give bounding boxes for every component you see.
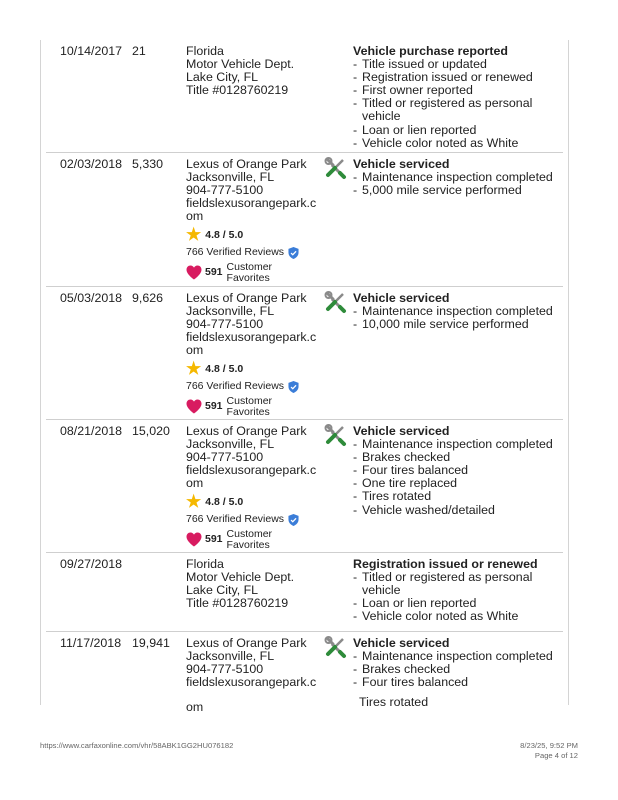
- row-date: 10/14/2017: [60, 44, 123, 58]
- source-line: Title #0128760219: [186, 83, 289, 98]
- row-details: [353, 558, 558, 623]
- row-details: [353, 637, 558, 709]
- source-line: 904-777-5100: [186, 450, 264, 465]
- reviews-text: 766 Verified Reviews: [186, 513, 285, 526]
- event-detail: - Vehicle color noted as White: [353, 137, 558, 150]
- history-row: [46, 420, 563, 553]
- footer-page-number: Page 4 of 12: [534, 750, 578, 760]
- event-detail: - Registration issued or renewed: [353, 71, 558, 84]
- source-line: fieldslexusorangepark.c: [186, 196, 317, 211]
- row-source: [186, 291, 317, 418]
- history-row: [46, 287, 563, 420]
- source-line: fieldslexusorangepark.c: [186, 463, 317, 478]
- verified-reviews[interactable]: [186, 380, 314, 393]
- source-line: Motor Vehicle Dept.: [186, 57, 295, 72]
- event-detail: - Loan or lien reported: [353, 124, 558, 137]
- source-line: fieldslexusorangepark.c: [186, 675, 317, 690]
- dealer-rating[interactable]: [186, 225, 314, 245]
- event-detail: - 10,000 mile service performed: [353, 318, 558, 331]
- source-line: Jacksonville, FL: [186, 304, 275, 319]
- source-line: om: [186, 343, 204, 358]
- event-title: Vehicle serviced: [353, 157, 450, 171]
- source-line: Lake City, FL: [186, 583, 259, 598]
- event-title: Vehicle serviced: [353, 424, 450, 438]
- source-line: Jacksonville, FL: [186, 170, 275, 185]
- event-detail: - Loan or lien reported: [353, 597, 558, 610]
- event-detail: - Vehicle color noted as White: [353, 610, 558, 623]
- source-line: om: [186, 476, 204, 491]
- history-row: [46, 153, 563, 287]
- event-detail: - One tire replaced: [353, 477, 558, 490]
- source-line: Jacksonville, FL: [186, 437, 275, 452]
- row-date: 05/03/2018: [60, 291, 123, 305]
- star-icon: ★: [186, 359, 202, 379]
- favorites-count: 591: [205, 400, 223, 413]
- event-detail: - Tires rotated: [353, 490, 558, 503]
- source-line: Lexus of Orange Park: [186, 157, 307, 171]
- row-details: [353, 425, 558, 517]
- verified-reviews[interactable]: [186, 513, 314, 526]
- history-row: [46, 632, 563, 715]
- favorites-label-line: Customer: [226, 527, 273, 540]
- event-detail: - Maintenance inspection completed: [353, 650, 558, 663]
- row-source: [186, 157, 317, 284]
- favorites-label-line: Favorites: [226, 538, 270, 551]
- row-mileage: 5,330: [132, 157, 164, 171]
- customer-favorites[interactable]: [186, 396, 314, 418]
- wrench-screwdriver-icon: [324, 424, 348, 448]
- verified-reviews[interactable]: [186, 246, 314, 259]
- row-date: 11/17/2018: [60, 636, 122, 650]
- wrench-screwdriver-icon: [324, 291, 348, 315]
- dealer-rating[interactable]: [186, 492, 314, 512]
- event-title: Vehicle serviced: [353, 636, 450, 650]
- event-detail: - Maintenance inspection completed: [353, 438, 558, 451]
- history-table: [46, 40, 563, 715]
- customer-favorites[interactable]: [186, 262, 314, 284]
- event-detail: - First owner reported: [353, 84, 558, 97]
- row-source: [186, 558, 314, 610]
- favorites-label-line: Customer: [226, 394, 273, 407]
- rating-value: 4.8 / 5.0: [205, 362, 244, 375]
- history-row: [46, 553, 563, 632]
- rating-value: 4.8 / 5.0: [205, 495, 244, 508]
- favorites-count: 591: [205, 533, 223, 546]
- event-title: Registration issued or renewed: [353, 557, 538, 571]
- source-line: Jacksonville, FL: [186, 649, 275, 664]
- customer-favorites[interactable]: [186, 529, 314, 551]
- source-line: Lexus of Orange Park: [186, 636, 307, 650]
- heart-icon: [186, 399, 202, 414]
- footer-datetime: 8/23/25, 9:52 PM: [520, 741, 578, 750]
- verified-badge-icon: [288, 247, 299, 259]
- source-line: Lexus of Orange Park: [186, 424, 307, 438]
- event-detail: - Brakes checked: [353, 451, 558, 464]
- dealer-rating[interactable]: [186, 359, 314, 379]
- row-date: 02/03/2018: [60, 157, 123, 171]
- source-line: fieldslexusorangepark.c: [186, 330, 317, 345]
- row-mileage: 21: [132, 44, 146, 58]
- event-title: Vehicle serviced: [353, 291, 450, 305]
- row-details: [353, 158, 558, 197]
- verified-badge-icon: [288, 514, 299, 526]
- row-details: [353, 292, 558, 331]
- reviews-text: 766 Verified Reviews: [186, 246, 285, 259]
- source-line: om: [186, 209, 204, 224]
- row-date: 08/21/2018: [60, 424, 123, 438]
- row-date: 09/27/2018: [60, 557, 123, 571]
- favorites-label-line: Customer: [226, 260, 273, 273]
- source-line: Lexus of Orange Park: [186, 291, 307, 305]
- favorites-label: [227, 396, 273, 418]
- star-icon: ★: [186, 492, 202, 512]
- event-detail: - Titled or registered as personal vehicle: [353, 571, 558, 597]
- wrench-screwdriver-icon: [324, 636, 348, 660]
- row-source: [186, 424, 317, 551]
- event-detail: Tires rotated: [359, 695, 429, 710]
- reviews-text: 766 Verified Reviews: [186, 380, 285, 393]
- row-source: [186, 45, 314, 97]
- source-line: 904-777-5100: [186, 183, 264, 198]
- source-line: om: [186, 700, 204, 715]
- event-detail: - Maintenance inspection completed: [353, 171, 558, 184]
- favorites-label: [227, 529, 273, 551]
- row-details: [353, 45, 558, 150]
- favorites-count: 591: [205, 266, 223, 279]
- heart-icon: [186, 532, 202, 547]
- event-detail: - Four tires balanced: [353, 676, 558, 689]
- row-mileage: 19,941: [132, 636, 170, 650]
- footer-url: https://www.carfaxonline.com/vhr/58ABK1GG2HU076182: [40, 741, 234, 750]
- favorites-label-line: Favorites: [226, 405, 270, 418]
- verified-badge-icon: [288, 381, 299, 393]
- source-line: Motor Vehicle Dept.: [186, 570, 295, 585]
- event-title: Vehicle purchase reported: [353, 44, 508, 58]
- source-line: 904-777-5100: [186, 662, 264, 677]
- source-line: Florida: [186, 557, 224, 571]
- row-source: [186, 636, 317, 715]
- event-detail: - Title issued or updated: [353, 58, 558, 71]
- row-mileage: 9,626: [132, 291, 164, 305]
- source-line: 904-777-5100: [186, 317, 264, 332]
- rating-value: 4.8 / 5.0: [205, 228, 244, 241]
- favorites-label-line: Favorites: [226, 271, 270, 284]
- source-line: Lake City, FL: [186, 70, 259, 85]
- event-detail: - Titled or registered as personal vehicle: [353, 97, 558, 123]
- favorites-label: [227, 262, 273, 284]
- heart-icon: [186, 265, 202, 280]
- event-detail: - Maintenance inspection completed: [353, 305, 558, 318]
- event-detail: - Vehicle washed/detailed: [353, 504, 558, 517]
- event-detail: - Brakes checked: [353, 663, 558, 676]
- event-detail: - 5,000 mile service performed: [353, 184, 558, 197]
- row-mileage: 15,020: [132, 424, 170, 438]
- source-line: Florida: [186, 44, 224, 58]
- footer-meta: [520, 741, 578, 760]
- history-row: [46, 40, 563, 153]
- source-line: Title #0128760219: [186, 596, 289, 611]
- star-icon: ★: [186, 225, 202, 245]
- event-detail: - Four tires balanced: [353, 464, 558, 477]
- wrench-screwdriver-icon: [324, 157, 348, 181]
